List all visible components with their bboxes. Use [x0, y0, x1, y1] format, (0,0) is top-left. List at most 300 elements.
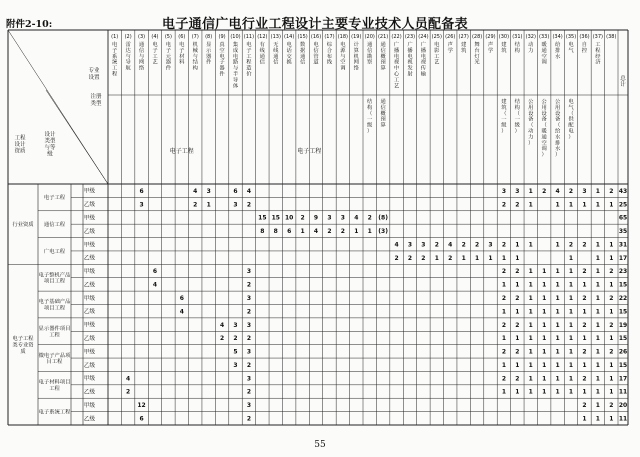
svg-text:达: 达: [125, 47, 131, 54]
svg-text:网: 网: [353, 59, 359, 66]
table-cell-value: 1: [609, 335, 614, 343]
column-number: (9): [218, 34, 226, 40]
svg-text:艺: 艺: [393, 83, 400, 90]
table-cell-value: 65: [618, 214, 628, 222]
appendix-label: 附件2-10:: [6, 19, 53, 30]
svg-text:线: 线: [326, 59, 333, 66]
table-cell-value: 2: [609, 348, 614, 356]
table-cell-value: 15: [618, 308, 628, 316]
svg-text:电: 电: [568, 42, 574, 48]
svg-text:件: 件: [219, 71, 225, 78]
svg-text:广: 广: [420, 42, 427, 48]
svg-text:空: 空: [219, 47, 225, 54]
svg-text:电子工程: 电子工程: [12, 336, 34, 343]
row-type-label: [39, 351, 71, 365]
svg-text:件: 件: [165, 65, 172, 72]
svg-text:结: 结: [367, 99, 373, 105]
svg-text:空: 空: [340, 59, 346, 66]
svg-text:电: 电: [112, 42, 118, 48]
svg-text:电: 电: [179, 42, 185, 48]
table-cell-value: 2: [434, 241, 439, 249]
svg-text:项目工程: 项目工程: [43, 305, 66, 312]
svg-text:工: 工: [246, 53, 252, 60]
svg-text:发: 发: [407, 65, 413, 72]
svg-text:与: 与: [138, 53, 145, 60]
svg-text:线: 线: [273, 47, 279, 54]
svg-text:通: 通: [541, 47, 547, 54]
svg-text:算: 算: [380, 65, 386, 72]
svg-text:）: ）: [367, 128, 373, 135]
table-cell-value: 3: [501, 187, 507, 195]
column-number: (33): [539, 34, 550, 40]
table-cell-value: 1: [528, 335, 533, 343]
table-cell-value: 1: [568, 335, 574, 343]
corner-note-label: 注册: [90, 94, 102, 100]
row-grade-label: 甲级: [83, 322, 96, 329]
column-name: [448, 40, 454, 54]
table-cell-value: 1: [595, 254, 600, 262]
table-cell-value: 1: [582, 361, 587, 369]
svg-text:学: 学: [487, 47, 494, 54]
svg-text:成: 成: [232, 47, 239, 54]
svg-text:交: 交: [286, 53, 292, 60]
table-cell-value: 4: [179, 308, 184, 316]
column-number: (17): [324, 34, 335, 40]
row-type-label: [39, 407, 71, 415]
table-cell-value: 22: [618, 295, 628, 303]
column-number: (26): [445, 34, 456, 40]
svg-text:级: 级: [501, 122, 507, 129]
svg-text:雷: 雷: [125, 42, 131, 48]
svg-text:电子整机产品: 电子整机产品: [38, 272, 71, 279]
column-number: (13): [270, 34, 281, 40]
svg-text:一: 一: [514, 116, 520, 123]
table-cell-value: 1: [515, 335, 520, 343]
svg-text:器: 器: [165, 59, 172, 66]
svg-text:资质: 资质: [14, 148, 26, 155]
table-cell-value: 1: [595, 295, 600, 303]
svg-text:）: ）: [528, 140, 534, 147]
svg-text:电: 电: [568, 128, 574, 135]
row-grade-label: 乙级: [83, 282, 96, 289]
table-cell-value: 1: [528, 268, 533, 276]
column-number: (30): [498, 34, 510, 40]
svg-text:目工程: 目工程: [46, 359, 63, 366]
column-name: [166, 40, 172, 72]
svg-text:合: 合: [326, 47, 333, 54]
svg-text:质: 质: [20, 348, 26, 355]
svg-text:声: 声: [487, 42, 494, 48]
table-cell-value: 2: [394, 254, 399, 262]
svg-text:电: 电: [165, 42, 172, 48]
svg-text:管: 管: [313, 53, 319, 60]
table-cell-value: 2: [515, 375, 520, 383]
svg-text:勘: 勘: [367, 53, 373, 60]
table-cell-value: 2: [246, 388, 252, 396]
svg-text:微电子产品项: 微电子产品项: [38, 352, 71, 359]
svg-text:系: 系: [112, 53, 118, 60]
svg-text:自: 自: [581, 42, 588, 48]
table-cell-value: 4: [219, 321, 225, 329]
column-number: (5): [164, 34, 172, 40]
column-name: [407, 40, 413, 78]
column-name: [206, 40, 212, 66]
svg-text:控: 控: [581, 47, 588, 54]
table-cell-value: 2: [501, 201, 507, 209]
svg-text:与: 与: [340, 53, 346, 60]
svg-text:子: 子: [219, 59, 225, 66]
table-cell-value: 3: [139, 201, 144, 209]
table-cell-value: 4: [354, 214, 359, 222]
svg-text:子: 子: [179, 47, 185, 54]
table-cell-value: 3: [233, 201, 238, 209]
svg-text:级: 级: [514, 122, 520, 129]
table-cell-value: 1: [501, 361, 507, 369]
svg-text:信: 信: [380, 104, 386, 111]
svg-text:机: 机: [192, 42, 198, 48]
column-number: (10): [230, 34, 241, 40]
svg-text:结: 结: [514, 99, 520, 105]
svg-text:公: 公: [528, 99, 534, 105]
svg-text:电子工程: 电子工程: [43, 195, 66, 202]
svg-text:换: 换: [286, 59, 292, 66]
svg-text:动: 动: [528, 42, 534, 48]
svg-text:供: 供: [568, 116, 574, 123]
column-number: (6): [178, 34, 186, 40]
svg-text:电: 电: [340, 42, 346, 48]
svg-text:工程: 工程: [49, 385, 60, 392]
table-cell-value: 2: [246, 335, 252, 343]
table-cell-value: 1: [528, 295, 533, 303]
svg-text:力: 力: [528, 134, 534, 141]
column-number: (20): [364, 34, 375, 40]
table-cell-value: 4: [246, 187, 252, 195]
svg-text:级: 级: [367, 122, 373, 129]
note-group-label: 电子工程: [169, 148, 194, 155]
svg-text:航: 航: [125, 65, 131, 72]
column-name: [193, 40, 199, 72]
table-cell-value: 26: [618, 348, 628, 356]
table-cell-value: 4: [126, 375, 131, 383]
column-number: (21): [377, 34, 389, 40]
svg-text:调: 调: [541, 59, 547, 66]
table-cell-value: 1: [582, 308, 587, 316]
svg-text:工: 工: [112, 65, 118, 72]
note-group-label: [367, 97, 373, 135]
column-name: [501, 40, 507, 54]
svg-text:络: 络: [138, 65, 145, 72]
svg-text:类专业资: 类专业资: [12, 342, 34, 349]
svg-text:水: 水: [554, 146, 561, 153]
table-cell-value: 1: [542, 321, 547, 329]
svg-text:传: 传: [420, 65, 427, 72]
svg-text:料: 料: [179, 59, 185, 66]
svg-text:配: 配: [568, 122, 574, 129]
table-cell-value: 11: [618, 388, 628, 396]
corner-major-label: 设置: [88, 75, 100, 81]
svg-text:络: 络: [353, 65, 359, 72]
table-cell-value: 2: [515, 268, 520, 276]
column-name: [260, 40, 266, 66]
row-grade-label: 乙级: [83, 389, 96, 396]
table-cell-value: 2: [246, 201, 252, 209]
svg-text:显示器件项目: 显示器件项目: [38, 325, 71, 332]
svg-text:工: 工: [434, 53, 440, 60]
table-cell-value: 3: [340, 214, 345, 222]
table-cell-value: 1: [555, 308, 560, 316]
table-cell-value: 2: [609, 321, 614, 329]
svg-text:力: 力: [528, 47, 534, 54]
svg-text:备: 备: [528, 116, 534, 123]
table-cell-value: 3: [582, 187, 587, 195]
svg-text:与: 与: [232, 65, 239, 72]
svg-text:广电工程: 广电工程: [43, 248, 66, 255]
column-name: [152, 40, 158, 66]
note-group-label: [555, 99, 561, 158]
table-cell-value: 2: [609, 295, 614, 303]
table-cell-value: 2: [582, 375, 587, 383]
column-name: [112, 40, 118, 78]
svg-text:结: 结: [192, 59, 198, 66]
svg-text:电: 电: [152, 42, 158, 48]
table-cell-value: 1: [300, 228, 305, 236]
table-cell-value: 3: [246, 402, 252, 410]
row-type-label: [39, 378, 71, 392]
table-cell-value: 3: [421, 241, 426, 249]
svg-text:）: ）: [568, 134, 574, 141]
table-cell-value: 2: [219, 335, 225, 343]
table-cell-value: 2: [448, 254, 453, 262]
svg-text:影: 影: [434, 47, 440, 54]
svg-text:通: 通: [259, 53, 265, 60]
table-cell-value: 1: [542, 335, 547, 343]
table-cell-value: 1: [568, 361, 574, 369]
svg-text:动: 动: [528, 128, 534, 135]
table-cell-value: 2: [582, 321, 587, 329]
table-cell-value: 2: [421, 254, 426, 262]
svg-text:筑: 筑: [461, 47, 467, 54]
table-cell-value: 1: [568, 348, 574, 356]
note-group-label: [542, 99, 548, 158]
table-cell-value: 1: [515, 308, 520, 316]
row-grade-label: 甲级: [83, 349, 96, 356]
row-type-label: [44, 247, 66, 255]
svg-text:设: 设: [528, 110, 534, 117]
svg-text:筑: 筑: [501, 47, 507, 54]
table-cell-value: 1: [568, 388, 574, 396]
table-cell-value: 1: [555, 361, 560, 369]
table-cell-value: 2: [461, 241, 466, 249]
svg-text:）: ）: [501, 128, 507, 135]
svg-text:给: 给: [554, 128, 561, 135]
table-cell-value: 1: [595, 415, 600, 423]
table-cell-value: 1: [501, 254, 507, 262]
table-cell-value: 6: [233, 187, 238, 195]
svg-text:级: 级: [47, 151, 53, 158]
svg-text:通: 通: [273, 53, 279, 60]
table-cell-value: 2: [515, 201, 520, 209]
table-cell-value: 2: [246, 308, 252, 316]
svg-text:信: 信: [138, 47, 145, 54]
svg-text:艺: 艺: [152, 59, 158, 66]
svg-text:集: 集: [232, 42, 239, 48]
svg-text:播: 播: [393, 47, 400, 54]
svg-text:导: 导: [232, 77, 239, 84]
note-group-label: [501, 97, 507, 135]
row-grade-label: 甲级: [83, 242, 96, 249]
table-cell-value: 17: [618, 375, 628, 383]
svg-text:与: 与: [192, 53, 198, 60]
svg-text:子: 子: [152, 47, 158, 54]
svg-text:备: 备: [554, 116, 561, 123]
column-name: [287, 40, 293, 66]
svg-text:行业资质: 行业资质: [12, 222, 34, 229]
svg-text:排: 排: [554, 140, 561, 147]
table-cell-value: 3: [246, 295, 252, 303]
svg-text:气: 气: [568, 47, 574, 54]
column-name: [528, 40, 534, 54]
table-cell-value: 9: [313, 214, 319, 222]
svg-text:子: 子: [246, 47, 252, 54]
svg-text:声: 声: [447, 42, 453, 48]
table-cell-value: 1: [595, 348, 600, 356]
table-cell-value: 2: [474, 241, 480, 249]
svg-text:无: 无: [273, 42, 279, 48]
svg-text:信: 信: [299, 59, 306, 66]
svg-text:计: 计: [620, 82, 626, 89]
row-grade-label: 甲级: [83, 295, 96, 302]
table-cell-value: 6: [139, 187, 144, 195]
column-number: (16): [310, 34, 322, 40]
table-cell-value: 15: [258, 214, 267, 222]
row-grade-label: 乙级: [83, 335, 96, 342]
svg-text:公: 公: [554, 99, 561, 105]
svg-text:造: 造: [246, 65, 252, 72]
svg-text:电: 电: [568, 99, 574, 105]
svg-text:）: ）: [541, 152, 547, 159]
table-cell-value: 1: [555, 281, 560, 289]
svg-text:电: 电: [219, 53, 225, 60]
svg-text:项目工程: 项目工程: [43, 278, 66, 285]
svg-text:路: 路: [232, 59, 239, 66]
svg-text:暖: 暖: [541, 42, 547, 48]
svg-text:设: 设: [541, 110, 547, 117]
note-group-label: [380, 97, 386, 129]
row-type-label: [39, 270, 71, 284]
column-name: [327, 40, 333, 66]
corner-qual-label: [14, 133, 26, 154]
svg-text:视: 视: [420, 59, 427, 66]
svg-text:射: 射: [407, 71, 413, 78]
row-grade-label: 甲级: [83, 376, 96, 383]
svg-text:电: 电: [434, 42, 440, 48]
svg-text:电: 电: [407, 53, 413, 60]
column-number: (37): [592, 34, 604, 40]
table-cell-value: 1: [595, 308, 600, 316]
table-cell-value: 15: [618, 335, 628, 343]
svg-text:与等: 与等: [44, 145, 56, 152]
svg-text:艺: 艺: [434, 59, 440, 66]
table-cell-value: 1: [555, 348, 560, 356]
table-cell-value: 1: [595, 201, 600, 209]
table-cell-value: 1: [206, 201, 211, 209]
svg-text:计: 计: [353, 42, 359, 48]
column-name: [595, 41, 601, 66]
svg-text:设: 设: [554, 110, 561, 117]
svg-text:布: 布: [326, 53, 333, 60]
svg-text:算: 算: [353, 47, 359, 54]
table-cell-value: 3: [246, 321, 252, 329]
svg-text:济: 济: [595, 59, 601, 66]
table-cell-value: 1: [568, 254, 574, 262]
svg-text:用: 用: [541, 104, 547, 111]
table-cell-value: 23: [618, 268, 628, 276]
table-cell-value: 1: [582, 281, 587, 289]
svg-text:广: 广: [393, 42, 400, 48]
table-cell-value: 2: [501, 268, 507, 276]
svg-text:有: 有: [259, 42, 265, 48]
table-cell-value: 2: [582, 241, 587, 249]
column-name: [555, 40, 561, 60]
svg-text:预: 预: [380, 59, 386, 66]
svg-text:通: 通: [367, 42, 373, 48]
table-cell-value: 1: [542, 361, 547, 369]
table-cell-value: 2: [501, 295, 507, 303]
svg-text:件: 件: [206, 59, 212, 66]
table-cell-value: 1: [609, 254, 614, 262]
table-cell-value: 1: [582, 335, 587, 343]
column-number: (25): [431, 34, 442, 40]
table-cell-value: 3: [246, 348, 252, 356]
column-name: [568, 40, 574, 54]
svg-text:电: 电: [246, 42, 252, 48]
note-group-label: 电子工程: [297, 148, 322, 155]
row-grade-label: 乙级: [83, 416, 96, 423]
svg-text:一: 一: [501, 116, 507, 123]
svg-text:输: 输: [420, 71, 427, 78]
column-number: (12): [257, 34, 268, 40]
svg-text:用: 用: [528, 104, 534, 111]
table-cell-value: 35: [618, 228, 628, 236]
table-cell-value: 15: [618, 281, 628, 289]
corner-type-label: [44, 130, 56, 158]
column-name: [354, 40, 360, 72]
table-cell-value: 2: [515, 321, 520, 329]
table-cell-value: 1: [609, 415, 614, 423]
svg-text:据: 据: [299, 47, 306, 54]
svg-text:真: 真: [219, 42, 225, 48]
table-cell-value: 3: [233, 361, 238, 369]
table-cell-value: 2: [246, 415, 252, 423]
svg-text:数: 数: [299, 42, 306, 48]
table-cell-value: 1: [609, 308, 614, 316]
column-number: (22): [391, 34, 402, 40]
row-grade-label: 乙级: [83, 202, 96, 209]
table-cell-value: 1: [555, 295, 560, 303]
svg-text:播: 播: [420, 47, 427, 54]
table-cell-value: 1: [595, 375, 600, 383]
table-cell-value: 6: [152, 268, 158, 276]
row-type-label: [44, 193, 66, 201]
svg-text:）: ）: [554, 152, 561, 159]
column-name: [179, 40, 185, 66]
table-cell-value: 12: [137, 402, 146, 410]
svg-text:（: （: [554, 122, 561, 129]
table-cell-value: 1: [595, 241, 600, 249]
column-name: [340, 40, 346, 72]
total-column-label: [620, 74, 626, 88]
column-number: (7): [191, 34, 199, 40]
